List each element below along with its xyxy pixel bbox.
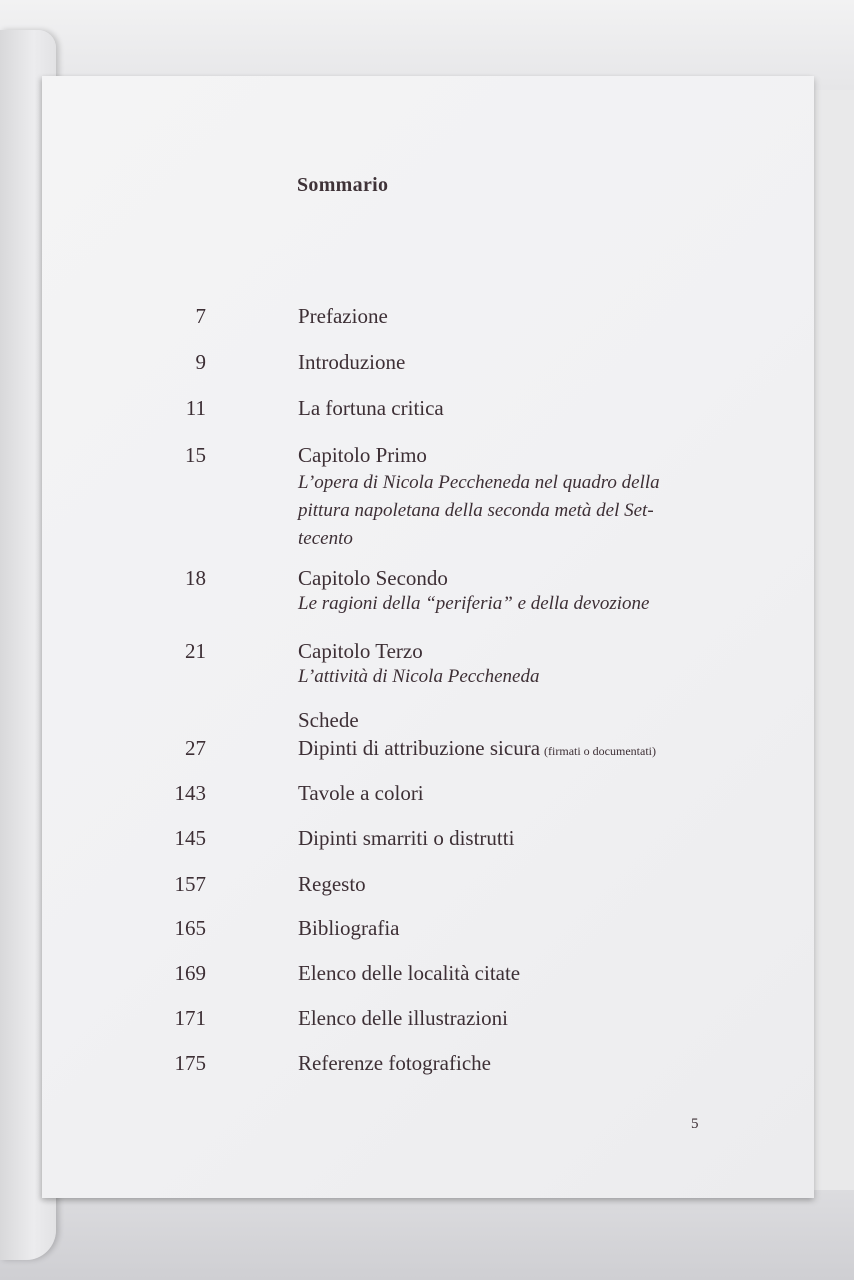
toc-subtitle-line: tecento: [298, 528, 353, 549]
toc-label: Prefazione: [298, 304, 388, 328]
toc-page-number: 143: [174, 781, 206, 805]
toc-subtitle-line: L’attività di Nicola Peccheneda: [298, 666, 540, 687]
toc-page-number: 145: [174, 826, 206, 850]
toc-subtitle: [298, 663, 718, 691]
page-number: 5: [691, 1116, 699, 1132]
toc-page-number: 157: [174, 872, 206, 896]
toc-label: Introduzione: [298, 350, 406, 374]
toc-label: Elenco delle località citate: [298, 961, 521, 985]
toc-page-number: 171: [174, 1006, 206, 1030]
toc-page-number: 169: [174, 961, 206, 985]
toc-label: Capitolo Terzo: [298, 639, 423, 663]
toc-page-number: 27: [185, 736, 206, 760]
toc-label: La fortuna critica: [298, 396, 444, 420]
toc-page-number: 165: [174, 916, 206, 940]
toc-label: Schede: [298, 708, 359, 732]
toc-label: [298, 736, 656, 761]
background-bottom: [0, 1190, 854, 1280]
toc-page-number: 11: [185, 396, 206, 420]
toc-page-number: 175: [174, 1051, 206, 1075]
toc-page-number: 9: [195, 350, 206, 374]
toc-page-number: 21: [185, 639, 206, 663]
toc-page-number: 18: [185, 566, 206, 590]
toc-subtitle: [298, 469, 718, 553]
toc-label: Elenco delle illustrazioni: [298, 1006, 508, 1030]
toc-label: Capitolo Secondo: [298, 566, 448, 590]
toc-page-number: 7: [195, 304, 206, 328]
toc-subtitle: [298, 590, 718, 618]
toc-subtitle-line: pittura napoletana della seconda metà del Set-: [298, 500, 654, 521]
page-title: Sommario: [297, 174, 389, 196]
toc-label-text: Dipinti di attribuzione sicura: [298, 736, 541, 760]
toc-label: Tavole a colori: [298, 781, 424, 805]
toc-note: (firmati o documentati): [544, 744, 656, 758]
book-page: [42, 76, 814, 1198]
toc-label: Bibliografia: [298, 916, 400, 940]
toc-label: Referenze fotografiche: [298, 1051, 491, 1075]
toc-label: Dipinti smarriti o distrutti: [298, 826, 515, 850]
toc-page-number: 15: [185, 443, 206, 467]
toc-subtitle-line: L’opera di Nicola Peccheneda nel quadro della: [298, 472, 660, 493]
toc-label: Regesto: [298, 872, 366, 896]
toc-label: Capitolo Primo: [298, 443, 427, 467]
toc-subtitle-line: Le ragioni della “periferia” e della devozione: [298, 593, 650, 614]
